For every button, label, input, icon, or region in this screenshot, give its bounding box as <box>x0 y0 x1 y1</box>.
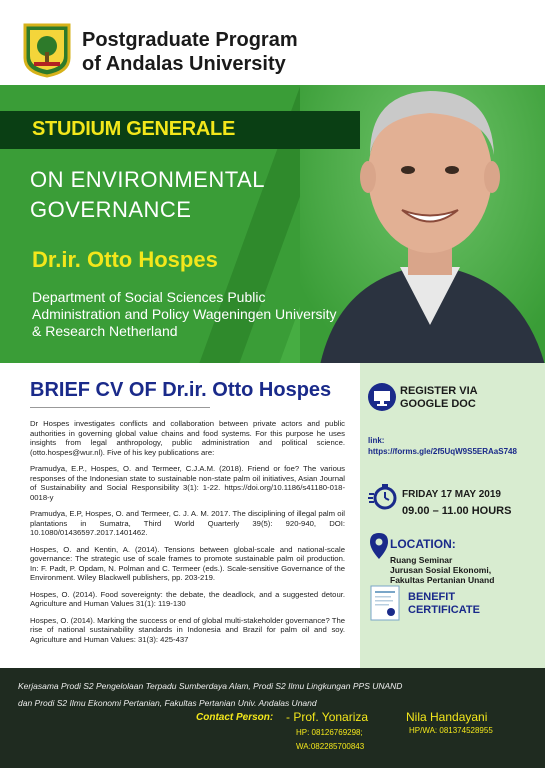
link-label: link: <box>368 436 385 445</box>
collab-line1: Kerjasama Prodi S2 Pengelolaan Terpadu Sumberdaya Alam, Prodi S2 Ilmu Lingkungan PPS UNAND <box>18 681 403 691</box>
cv-publication: Pramudya, E.P., Hospes, O. and Termeer, C.J.A.M. (2018). Friend or foe? The various responses of the Indonesian state to sustainable non-state palm oil initiatives, Asian Journal of Sustainability and Social Responsibility 3(1): 1-22. https://doi.org/10.1186/s41180-018-0018-y <box>30 464 345 502</box>
benefit-heading <box>408 591 480 617</box>
event-time: 09.00 – 11.00 HOURS <box>402 505 512 517</box>
location-pin-icon <box>370 533 388 559</box>
event-date: FRIDAY 17 MAY 2019 <box>402 489 501 500</box>
register-link[interactable] <box>368 435 517 457</box>
contact2-name: Nila Handayani <box>406 710 488 724</box>
collaboration-text <box>18 678 538 712</box>
contact1-hp: HP: 08126769298; <box>296 728 363 737</box>
register-line1: REGISTER VIA <box>400 385 478 397</box>
topic-title <box>30 165 265 225</box>
contact-label: Contact Person: <box>196 712 274 723</box>
collab-line2: dan Prodi S2 Ilmu Ekonomi Pertanian, Fakultas Pertanian Univ. Andalas Unand <box>18 698 317 708</box>
dept-line3: & Research Netherland <box>32 323 178 339</box>
contact2-hp: HP/WA: 081374528955 <box>409 726 493 735</box>
event-datetime <box>402 487 511 519</box>
topic-line1: ON ENVIRONMENTAL <box>30 167 265 192</box>
benefit-line2: CERTIFICATE <box>408 604 480 616</box>
dept-line2: Administration and Policy Wageningen University <box>32 306 337 322</box>
register-heading <box>400 385 478 411</box>
hero-banner <box>0 85 545 363</box>
program-title <box>82 28 298 76</box>
stopwatch-icon <box>368 483 398 511</box>
cv-body <box>30 419 345 651</box>
location-line2: Jurusan Sosial Ekonomi, <box>390 565 492 575</box>
location-details <box>390 555 494 585</box>
location-line3: Fakultas Pertanian Unand <box>390 575 495 585</box>
location-heading: LOCATION: <box>390 537 456 551</box>
benefit-line1: BENEFIT <box>408 591 456 603</box>
program-title-line2: of Andalas University <box>82 53 286 75</box>
register-line2: GOOGLE DOC <box>400 398 476 410</box>
cv-divider <box>30 407 210 408</box>
cv-publication: Hospes, O. and Kentin, A. (2014). Tensions between global-scale and national-scale governance: The strategic use of scale frames to promote sustainable palm oil production. In: F. Padt, P. Opdam, N. Polman and C. Termeer (eds.). Scale-sensitive Governance of the Environment. Wiley Blackwell publishers, pp. 203-219. <box>30 544 345 582</box>
cv-publication: Hospes, O. (2014). Marking the success or end of global multi-stakeholder governance? The rise of national sustainability standards in Indonesia and Brazil for palm oil and soy. Agriculture and Human Values: 31(3): 425-437 <box>30 615 345 644</box>
header <box>0 0 545 85</box>
link-url[interactable]: https://forms.gle/2f5UqW9S5ERAaS748 <box>368 447 517 456</box>
dept-line1: Department of Social Sciences Public <box>32 289 266 305</box>
university-logo-icon <box>22 22 72 78</box>
studium-title: STUDIUM GENERALE <box>32 118 235 140</box>
cv-publication: Pramudya, E.P, Hospes, O. and Termeer, C. J. A. M. 2017. The disciplining of illegal palm oil plantations in Sumatra, Third World Quarterly 39(5): 920-940, DOI: 10.1080/01436597.2017.1401462. <box>30 509 345 537</box>
footer <box>0 668 545 768</box>
cv-title: BRIEF CV OF Dr.ir. Otto Hospes <box>30 379 332 401</box>
monitor-icon <box>368 383 396 411</box>
program-title-line1: Postgraduate Program <box>82 29 298 51</box>
cv-paragraph: Dr Hospes investigates conflicts and collaboration between private actors and public authorities in governing global value chains and food systems. For this purpose he uses insights from legal anthropology, public administration and political science. (otto.hospes@wur.nl). Five of his key publications are: <box>30 419 345 457</box>
contact1-name: - Prof. Yonariza <box>286 710 369 724</box>
cv-section <box>0 363 360 668</box>
location-line1: Ruang Seminar <box>390 555 453 565</box>
topic-line2: GOVERNANCE <box>30 197 192 222</box>
certificate-icon <box>370 585 400 621</box>
info-panel <box>360 363 545 668</box>
speaker-department <box>32 289 362 340</box>
contact1-wa: WA:082285700843 <box>296 742 365 751</box>
cv-publication: Hospes, O. (2014). Food sovereignty: the debate, the deadlock, and a suggested detour. Agriculture and Human Values 31(1): 119-130 <box>30 589 345 608</box>
speaker-name: Dr.ir. Otto Hospes <box>32 247 218 272</box>
contact1-phones <box>296 726 364 754</box>
